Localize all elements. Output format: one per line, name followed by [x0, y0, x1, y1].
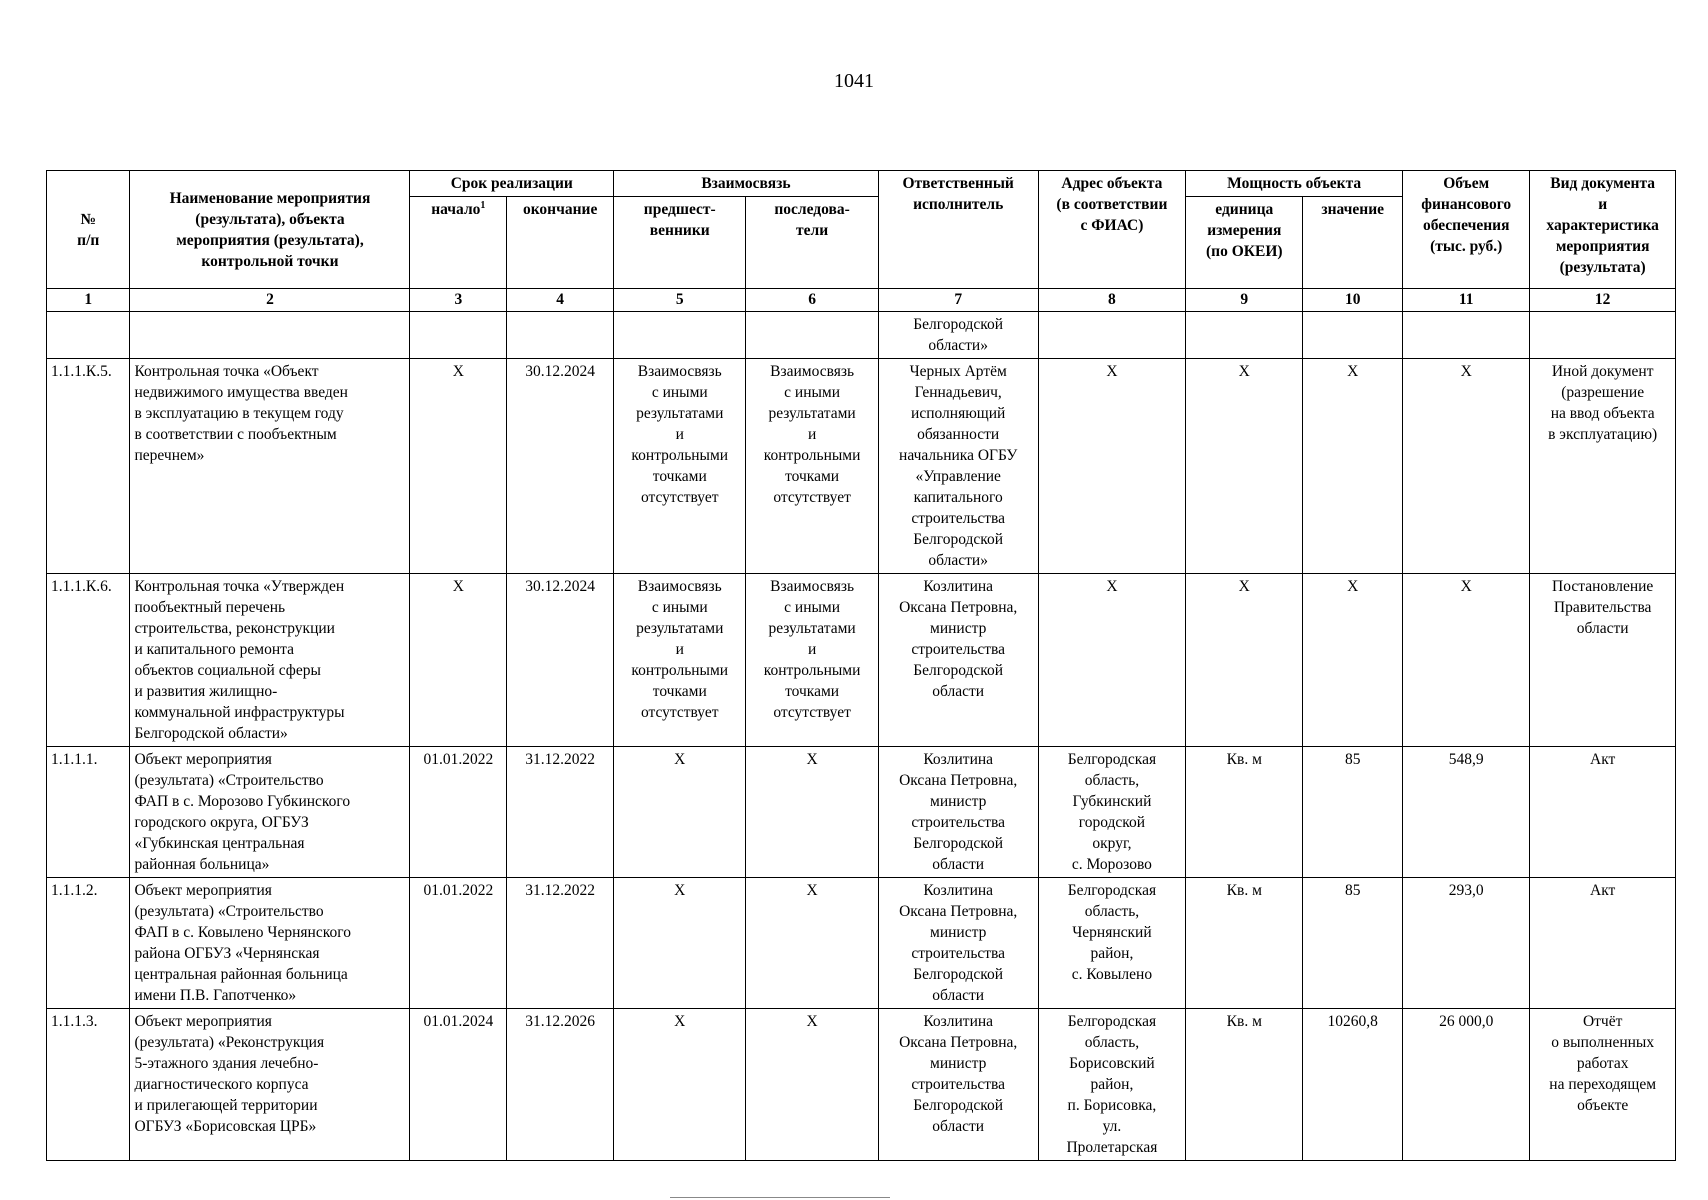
row-responsible: Козлитина Оксана Петровна, министр строительства Белгородской области: [878, 878, 1038, 1009]
row-name: Контрольная точка «Утвержден пообъектный перечень строительства, реконструкции и капитального ремонта объектов социальной сферы и развития жилищно- коммунальной инфраструктуры Белгородской области»: [130, 574, 410, 747]
column-number: 2: [130, 289, 410, 312]
table-row: [47, 1009, 1676, 1161]
row-successors: Взаимосвязь с иными результатами и контрольными точками отсутствует: [746, 574, 878, 747]
row-end: 31.12.2026: [507, 1009, 614, 1161]
column-number: 4: [507, 289, 614, 312]
row-start: 01.01.2022: [410, 747, 507, 878]
row-successors: X: [746, 1009, 878, 1161]
row-value: 85: [1303, 878, 1403, 1009]
row-number: 1.1.1.К.6.: [47, 574, 130, 747]
row-unit: Кв. м: [1186, 1009, 1303, 1161]
table-row: [47, 574, 1676, 747]
row-value: [1303, 312, 1403, 359]
row-name: Объект мероприятия (результата) «Реконструкция 5-этажного здания лечебно- диагностического корпуса и прилегающей территории ОГБУЗ «Борисовская ЦРБ»: [130, 1009, 410, 1161]
row-end: [507, 312, 614, 359]
header-name: Наименование мероприятия (результата), объекта мероприятия (результата), контрольной точки: [130, 171, 410, 289]
row-financing: 26 000,0: [1403, 1009, 1530, 1161]
row-responsible: Козлитина Оксана Петровна, министр строительства Белгородской области: [878, 747, 1038, 878]
header-num: № п/п: [47, 171, 130, 289]
row-document: Акт: [1530, 878, 1676, 1009]
row-value: 10260,8: [1303, 1009, 1403, 1161]
row-responsible: Козлитина Оксана Петровна, министр строительства Белгородской области: [878, 574, 1038, 747]
column-number: 12: [1530, 289, 1676, 312]
header-successors: последова- тели: [746, 197, 878, 289]
header-unit: единица измерения (по ОКЕИ): [1186, 197, 1303, 289]
row-number: 1.1.1.3.: [47, 1009, 130, 1161]
header-power-group: Мощность объекта: [1186, 171, 1403, 197]
table-row: [47, 312, 1676, 359]
row-address: X: [1038, 574, 1186, 747]
row-name: Объект мероприятия (результата) «Строительство ФАП в с. Ковылено Чернянского района ОГБУЗ «Чернянская центральная районная больница имени П.В. Гапотченко»: [130, 878, 410, 1009]
row-address: Белгородская область, Борисовский район, п. Борисовка, ул. Пролетарская: [1038, 1009, 1186, 1161]
row-value: X: [1303, 574, 1403, 747]
row-name: Контрольная точка «Объект недвижимого имущества введен в эксплуатацию в текущем году в соответствии с пообъектным перечнем»: [130, 359, 410, 574]
table-row: [47, 747, 1676, 878]
header-address: Адрес объекта (в соответствии с ФИАС): [1038, 171, 1186, 289]
row-successors: X: [746, 878, 878, 1009]
header-end: окончание: [507, 197, 614, 289]
row-successors: Взаимосвязь с иными результатами и контрольными точками отсутствует: [746, 359, 878, 574]
row-unit: X: [1186, 359, 1303, 574]
header-start: начало$^1$: [410, 197, 507, 289]
row-document: Акт: [1530, 747, 1676, 878]
header-link-group: Взаимосвязь: [614, 171, 879, 197]
column-number: 11: [1403, 289, 1530, 312]
row-document: Иной документ (разрешение на ввод объекта в эксплуатацию): [1530, 359, 1676, 574]
row-responsible: Белгородской области»: [878, 312, 1038, 359]
row-financing: 293,0: [1403, 878, 1530, 1009]
row-end: 31.12.2022: [507, 747, 614, 878]
header-responsible: Ответственный исполнитель: [878, 171, 1038, 289]
row-number: 1.1.1.2.: [47, 878, 130, 1009]
row-start: X: [410, 359, 507, 574]
header-value: значение: [1303, 197, 1403, 289]
column-number: 8: [1038, 289, 1186, 312]
row-address: Белгородская область, Губкинский городской округ, с. Морозово: [1038, 747, 1186, 878]
row-unit: Кв. м: [1186, 747, 1303, 878]
row-end: 30.12.2024: [507, 574, 614, 747]
row-end: 31.12.2022: [507, 878, 614, 1009]
row-address: X: [1038, 359, 1186, 574]
row-unit: Кв. м: [1186, 878, 1303, 1009]
column-number: 5: [614, 289, 746, 312]
row-successors: X: [746, 747, 878, 878]
column-numbers-row: [47, 289, 1676, 312]
row-name: Объект мероприятия (результата) «Строительство ФАП в с. Морозово Губкинского городского округа, ОГБУЗ «Губкинская центральная районная больница»: [130, 747, 410, 878]
row-document: [1530, 312, 1676, 359]
column-number: 10: [1303, 289, 1403, 312]
row-start: [410, 312, 507, 359]
table-header: [47, 171, 1676, 312]
column-number: 6: [746, 289, 878, 312]
table-row: [47, 359, 1676, 574]
row-unit: [1186, 312, 1303, 359]
row-financing: 548,9: [1403, 747, 1530, 878]
header-document: Вид документа и характеристика мероприятия (результата): [1530, 171, 1676, 289]
row-address: [1038, 312, 1186, 359]
row-end: 30.12.2024: [507, 359, 614, 574]
row-successors: [746, 312, 878, 359]
table-body: [47, 312, 1676, 1161]
row-responsible: Черных Артём Геннадьевич, исполняющий обязанности начальника ОГБУ «Управление капитального строительства Белгородской области»: [878, 359, 1038, 574]
header-predecessors: предшест- венники: [614, 197, 746, 289]
row-predecessors: Взаимосвязь с иными результатами и контрольными точками отсутствует: [614, 574, 746, 747]
activities-table: [46, 170, 1676, 1161]
column-number: 3: [410, 289, 507, 312]
row-financing: X: [1403, 574, 1530, 747]
row-address: Белгородская область, Чернянский район, с. Ковылено: [1038, 878, 1186, 1009]
table-row: [47, 878, 1676, 1009]
row-start: X: [410, 574, 507, 747]
row-document: Постановление Правительства области: [1530, 574, 1676, 747]
row-start: 01.01.2022: [410, 878, 507, 1009]
row-number: [47, 312, 130, 359]
row-document: Отчёт о выполненных работах на переходящем объекте: [1530, 1009, 1676, 1161]
row-predecessors: X: [614, 1009, 746, 1161]
row-number: 1.1.1.К.5.: [47, 359, 130, 574]
row-financing: X: [1403, 359, 1530, 574]
row-financing: [1403, 312, 1530, 359]
column-number: 1: [47, 289, 130, 312]
row-predecessors: X: [614, 878, 746, 1009]
row-start: 01.01.2024: [410, 1009, 507, 1161]
column-number: 7: [878, 289, 1038, 312]
row-predecessors: Взаимосвязь с иными результатами и контрольными точками отсутствует: [614, 359, 746, 574]
page-number: 1041: [834, 70, 874, 92]
header-financing: Объем финансового обеспечения (тыс. руб.): [1403, 171, 1530, 289]
row-value: 85: [1303, 747, 1403, 878]
footer-divider: [670, 1197, 890, 1198]
row-number: 1.1.1.1.: [47, 747, 130, 878]
row-value: X: [1303, 359, 1403, 574]
row-name: [130, 312, 410, 359]
row-predecessors: [614, 312, 746, 359]
header-term-group: Срок реализации: [410, 171, 614, 197]
row-predecessors: X: [614, 747, 746, 878]
row-unit: X: [1186, 574, 1303, 747]
row-responsible: Козлитина Оксана Петровна, министр строительства Белгородской области: [878, 1009, 1038, 1161]
column-number: 9: [1186, 289, 1303, 312]
